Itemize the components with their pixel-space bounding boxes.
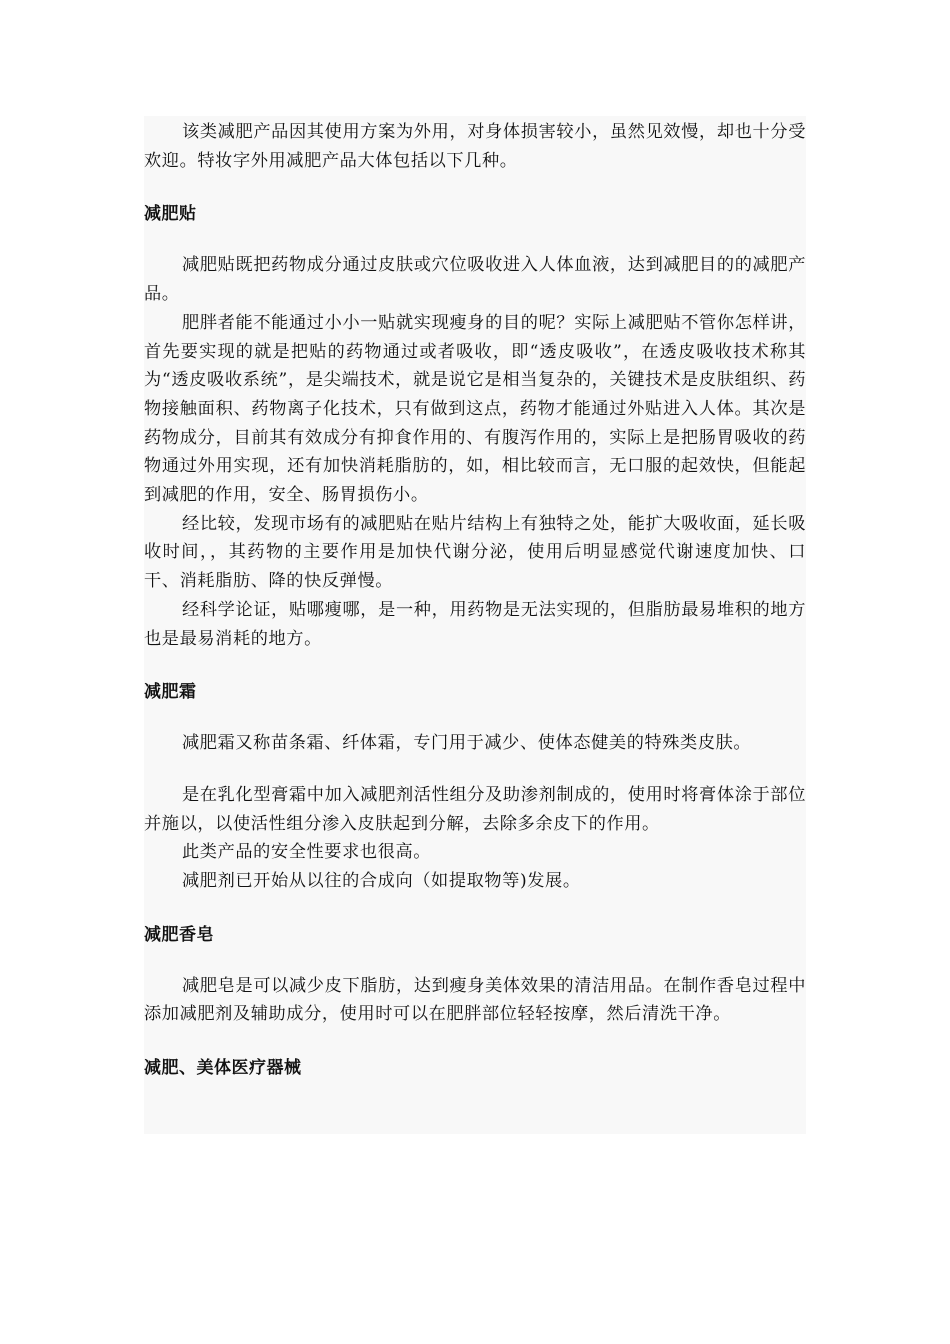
cream-paragraph-3: 此类产品的安全性要求也很高。 <box>182 842 432 863</box>
section-heading-slimming-cream: 减肥霜 <box>144 682 197 703</box>
soap-paragraph-1: 减肥皂是可以减少皮下脂肪，达到瘦身美体效果的清洁用品。在制作香皂过程中添加减肥剂及辅助成分，使用时可以在肥胖部位轻轻按摩，然后清洗干净。 <box>144 975 806 1025</box>
patch-paragraph-3: 经比较，发现市场有的减肥贴在贴片结构上有独特之处，能扩大吸收面，延长吸收时间，，其药物的主要作用是加快代谢分泌，使用后明显感觉代谢速度加快、口干、消耗脂肪、降的快反弹慢。 <box>144 513 806 592</box>
patch-paragraph-4: 经科学论证，贴哪瘦哪，是一种，用药物是无法实现的，但脂肪最易堆积的地方也是最易消耗的地方。 <box>144 599 806 649</box>
document-body <box>144 118 806 1082</box>
cream-paragraph-4: 减肥剂已开始从以往的合成向（如提取物等)发展。 <box>182 871 581 892</box>
section-heading-medical-devices: 减肥、美体医疗器械 <box>144 1058 302 1079</box>
patch-paragraph-2: 肥胖者能不能通过小小一贴就实现瘦身的目的呢？实际上减肥贴不管你怎样讲，首先要实现的就是把贴的药物通过或者吸收，即“透皮吸收”，在透皮吸收技术称其为“透皮吸收系统”，是尖端技术，就是说它是相当复杂的，关键技术是皮肤组织、药物接触面积、药物离子化技术，只有做到这点，药物才能通过外贴进入人体。其次是药物成分，目前其有效成分有抑食作用的、有腹泻作用的，实际上是把肠胃吸收的药物通过外用实现，还有加快消耗脂肪的，如，相比较而言，无口服的起效快，但能起到减肥的作用，安全、肠胃损伤小。 <box>144 312 806 506</box>
patch-paragraph-1: 减肥贴既把药物成分通过皮肤或穴位吸收进入人体血液，达到减肥目的的减肥产品。 <box>144 255 806 305</box>
intro-paragraph: 该类减肥产品因其使用方案为外用，对身体损害较小，虽然见效慢，却也十分受欢迎。特妆字外用减肥产品大体包括以下几种。 <box>144 122 806 171</box>
section-heading-slimming-soap: 减肥香皂 <box>144 924 214 945</box>
cream-paragraph-2: 是在乳化型膏霜中加入减肥剂活性组分及助渗剂制成的，使用时将膏体涂于部位并施以，以使活性组分渗入皮肤起到分解，去除多余皮下的作用。 <box>144 784 806 834</box>
section-heading-slimming-patch: 减肥贴 <box>144 204 197 225</box>
cream-paragraph-1: 减肥霜又称苗条霜、纤体霜，专门用于减少、使体态健美的特殊类皮肤。 <box>182 733 752 754</box>
